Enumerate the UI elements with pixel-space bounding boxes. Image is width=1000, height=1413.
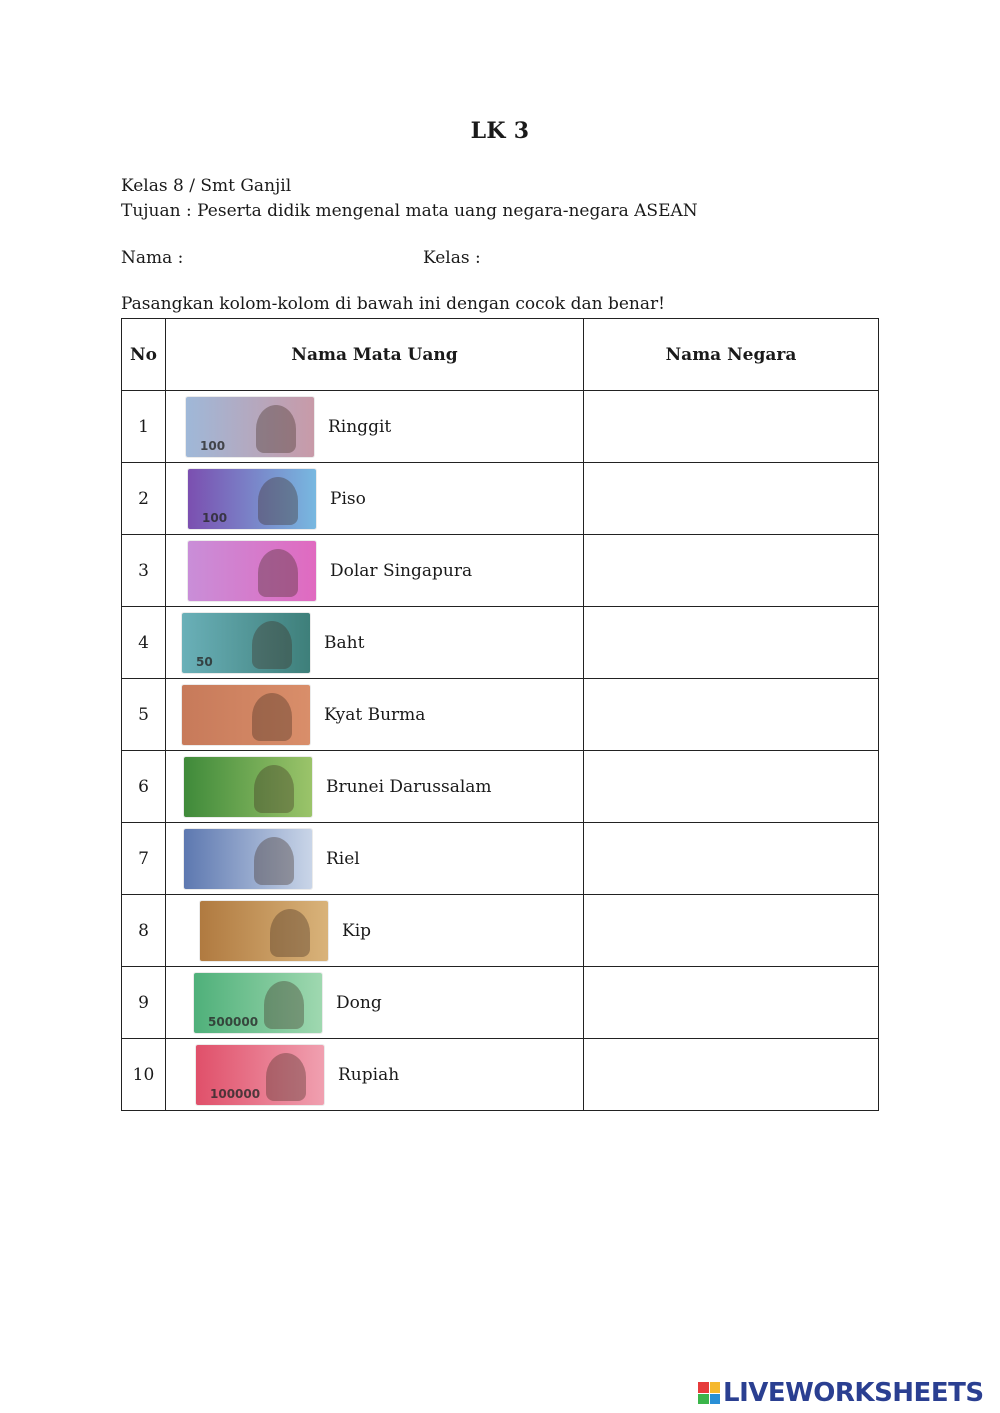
table-row [122,391,879,463]
banknote-image [182,685,310,745]
banknote-image [186,397,314,457]
matching-table [121,318,879,1111]
table-row [122,1039,879,1111]
country-answer-cell[interactable] [584,967,879,1039]
row-number: 6 [122,751,166,823]
banknote-portrait [254,837,294,885]
banknote-portrait [264,981,304,1029]
banknote-portrait [270,909,310,957]
currency-name: Kip [342,920,372,941]
banknote-portrait [258,549,298,597]
currency-name: Dolar Singapura [330,560,473,581]
banknote-image [184,757,312,817]
logo-square [698,1394,709,1405]
currency-name: Ringgit [328,416,392,437]
row-number: 3 [122,535,166,607]
banknote-portrait [252,693,292,741]
instruction-text: Pasangkan kolom-kolom di bawah ini dengan cocok dan benar! [121,294,665,314]
currency-name: Kyat Burma [324,704,426,725]
class-semester-line: Kelas 8 / Smt Ganjil [121,176,292,196]
banknote-image [196,1045,324,1105]
table-row [122,607,879,679]
banknote-portrait [266,1053,306,1101]
currency-cell [166,1039,584,1111]
banknote-image [200,901,328,961]
row-number: 7 [122,823,166,895]
currency-cell [166,823,584,895]
objective-line: Tujuan : Peserta didik mengenal mata uang negara-negara ASEAN [121,201,698,221]
logo-square [710,1382,721,1393]
row-number: 2 [122,463,166,535]
currency-cell [166,463,584,535]
logo-square [710,1394,721,1405]
row-number: 5 [122,679,166,751]
banknote-denomination: 100 [202,510,228,525]
currency-cell [166,967,584,1039]
worksheet-title: LK 3 [470,118,530,144]
banknote-image [182,613,310,673]
row-number: 10 [122,1039,166,1111]
currency-name: Riel [326,848,360,869]
banknote-portrait [252,621,292,669]
logo-square [698,1382,709,1393]
currency-cell [166,679,584,751]
table-row [122,895,879,967]
table-row [122,751,879,823]
currency-name: Baht [324,632,365,653]
liveworksheets-logo [698,1378,984,1408]
currency-name: Rupiah [338,1064,400,1085]
country-answer-cell[interactable] [584,895,879,967]
banknote-image [184,829,312,889]
banknote-portrait [256,405,296,453]
currency-cell [166,607,584,679]
banknote-denomination: 100000 [210,1086,261,1101]
currency-name: Dong [336,992,382,1013]
country-answer-cell[interactable] [584,823,879,895]
header-country: Nama Negara [584,319,879,391]
banknote-portrait [258,477,298,525]
row-number: 1 [122,391,166,463]
liveworksheets-logo-icon [698,1382,720,1404]
row-number: 4 [122,607,166,679]
class-label: Kelas : [423,248,481,268]
header-no: No [122,319,166,391]
liveworksheets-logo-text: LIVEWORKSHEETS [723,1378,984,1408]
table-row [122,535,879,607]
banknote-denomination: 500000 [208,1014,259,1029]
currency-cell [166,751,584,823]
table-row [122,679,879,751]
country-answer-cell[interactable] [584,607,879,679]
country-answer-cell[interactable] [584,751,879,823]
table-header-row [122,319,879,391]
banknote-image [194,973,322,1033]
name-label: Nama : [121,248,184,268]
banknote-denomination: 100 [200,438,226,453]
currency-cell [166,535,584,607]
banknote-image [188,469,316,529]
row-number: 9 [122,967,166,1039]
table-row [122,463,879,535]
country-answer-cell[interactable] [584,535,879,607]
currency-cell [166,391,584,463]
banknote-portrait [254,765,294,813]
currency-name: Brunei Darussalam [326,776,492,797]
currency-name: Piso [330,488,366,509]
table-row [122,967,879,1039]
row-number: 8 [122,895,166,967]
banknote-denomination: 50 [196,654,213,669]
table-row [122,823,879,895]
banknote-image [188,541,316,601]
country-answer-cell[interactable] [584,1039,879,1111]
country-answer-cell[interactable] [584,463,879,535]
currency-cell [166,895,584,967]
country-answer-cell[interactable] [584,391,879,463]
country-answer-cell[interactable] [584,679,879,751]
header-currency: Nama Mata Uang [166,319,584,391]
